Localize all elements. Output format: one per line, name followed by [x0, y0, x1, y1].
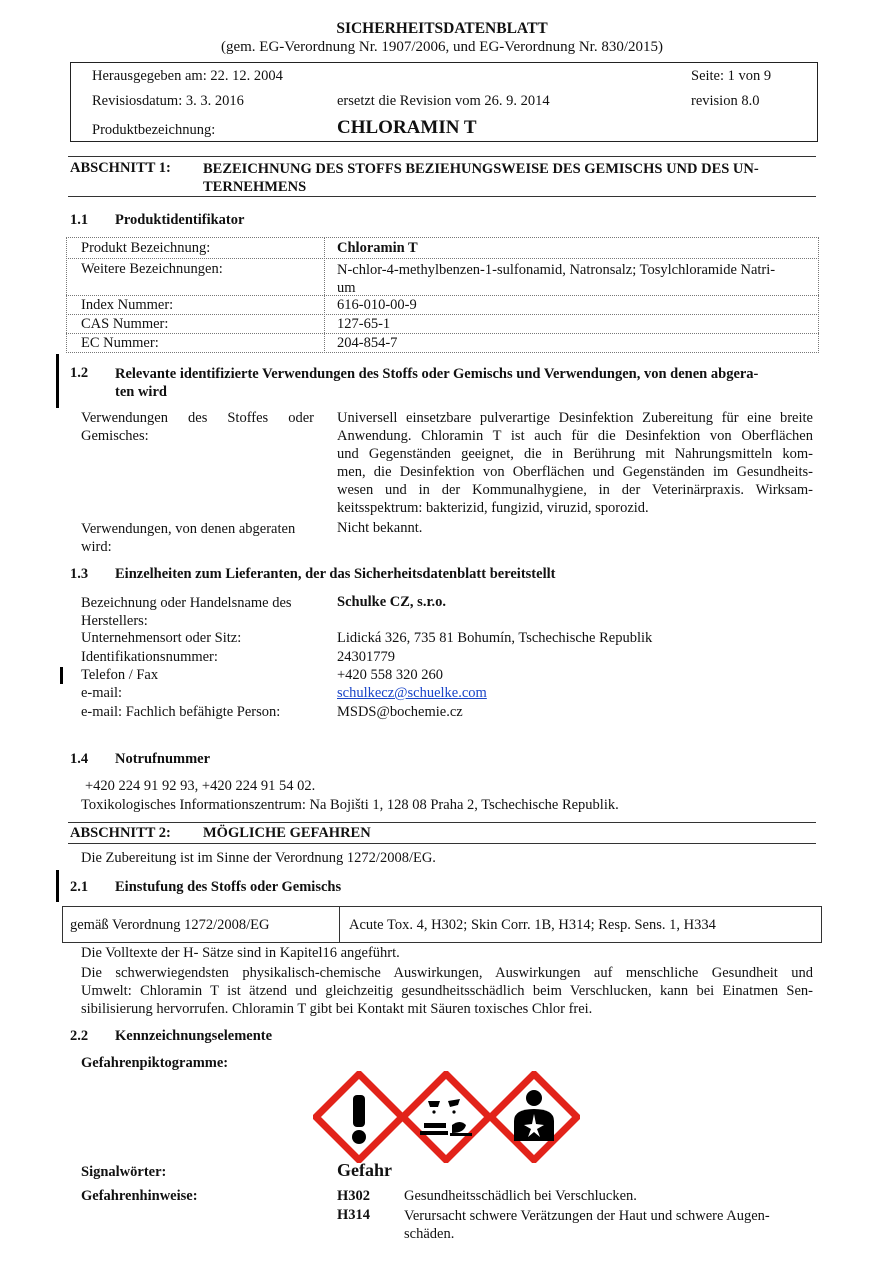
s12-title: [115, 365, 825, 401]
uses-line: wesen und in der Kommunalhygiene, in der Veterinärpraxis. Wirksam-: [337, 482, 813, 498]
table-cell-value: [337, 261, 815, 297]
change-marker: [56, 354, 59, 408]
hazard-statements-label: Gefahrenhinweise:: [81, 1188, 198, 1204]
effects-line: Die schwerwiegendsten physikalisch-chemische Auswirkungen, Auswirkungen auf menschliche Gesundheit und: [81, 965, 813, 981]
section1-bottom-rule: [68, 196, 816, 197]
document-title: SICHERHEITSDATENBLATT: [336, 20, 548, 37]
table-cell-label: Index Nummer:: [81, 297, 174, 313]
h314-text: [404, 1207, 814, 1243]
manufacturer-value: Schulke CZ, s.r.o.: [337, 594, 447, 610]
manufacturer-label-line2: Herstellers:: [81, 613, 148, 629]
identifier-row-sep: [66, 258, 819, 259]
uses-line: und Gegenständen geeignet, die in Berührung mit Nahrungsmitteln kom-: [337, 446, 813, 462]
h-statement-note: Die Volltexte der H- Sätze sind in Kapitel16 angeführt.: [81, 945, 400, 961]
uses-line: Anwendung. Chloramin T ist auch für die Desinfektion von Oberflächen: [337, 428, 813, 444]
product-name: CHLORAMIN T: [337, 117, 477, 138]
effects-paragraph: [81, 964, 813, 1018]
phone-label: Telefon / Fax: [81, 667, 159, 683]
replaces-revision: ersetzt die Revision vom 26. 9. 2014: [337, 93, 550, 109]
uses-label-line1: Verwendungen des Stoffes oder: [81, 410, 314, 426]
section1-title-line2: TERNEHMENS: [203, 179, 307, 195]
h302-code: H302: [337, 1188, 371, 1204]
exclamation-mark-pictogram-icon: [313, 1071, 405, 1163]
email2-value: MSDS@bochemie.cz: [337, 704, 463, 720]
section2-bottom-rule: [68, 843, 816, 844]
table-cell-label: CAS Nummer:: [81, 316, 169, 332]
table-cell-value: 616-010-00-9: [337, 297, 417, 313]
classification-divider: [339, 906, 340, 943]
advised-against-value: Nicht bekannt.: [337, 520, 423, 536]
email2-label: e-mail: Fachlich befähigte Person:: [81, 704, 281, 720]
section1-title-line1: BEZEICHNUNG DES STOFFS BEZIEHUNGSWEISE DES GEMISCHS UND DES UN-: [203, 161, 759, 177]
s22-number: 2.2: [70, 1028, 89, 1044]
signal-word-label: Signalwörter:: [81, 1164, 167, 1180]
table-cell-value: 204-854-7: [337, 335, 398, 351]
s22-title: Kennzeichnungselemente: [115, 1028, 273, 1044]
revision-number: revision 8.0: [691, 93, 760, 109]
h314-text-line1: Verursacht schwere Verätzungen der Haut und schwere Augen-: [404, 1208, 770, 1224]
s11-number: 1.1: [70, 212, 89, 228]
revision-date: Revisiosdatum: 3. 3. 2016: [92, 93, 244, 109]
advised-label-line1: Verwendungen, von denen abgeraten: [81, 521, 296, 537]
manufacturer-label-line1: Bezeichnung oder Handelsname des: [81, 595, 292, 611]
corrosion-pictogram-icon: [400, 1071, 492, 1163]
table-cell-value: Chloramin T: [337, 240, 418, 256]
s21-number: 2.1: [70, 879, 89, 895]
section1-top-rule: [68, 156, 816, 157]
uses-label: [81, 409, 314, 445]
tox-center: Toxikologisches Informationszentrum: Na Bojišti 1, 128 08 Praha 2, Tschechische Republik.: [81, 797, 619, 813]
product-label: Produktbezeichnung:: [92, 122, 216, 138]
email-link[interactable]: schulkecz@schuelke.com: [337, 685, 487, 701]
site-label: Unternehmensort oder Sitz:: [81, 630, 242, 646]
pictograms-label: Gefahrenpiktogramme:: [81, 1055, 229, 1071]
page-number: Seite: 1 von 9: [691, 68, 772, 84]
manufacturer-label: [81, 594, 331, 630]
section1-title: [203, 160, 823, 196]
health-hazard-pictogram-icon: [488, 1071, 580, 1163]
table-cell-value-line: um: [337, 280, 356, 296]
effects-line: Umwelt: Chloramin T ist ätzend und gleichzeitig gesundheitsschädlich beim Verschlucken, kann bei Einatmen Sen-: [81, 983, 813, 999]
site-value: Lidická 326, 735 81 Bohumín, Tschechische Republik: [337, 630, 653, 646]
table-cell-value-line: N-chlor-4-methylbenzen-1-sulfonamid, Natronsalz; Tosylchloramide Natri-: [337, 262, 776, 278]
identifier-row-sep: [66, 333, 819, 334]
s14-title: Notrufnummer: [115, 751, 211, 767]
effects-line: sibilisierung hervorrufen. Chloramin T gibt bei Kontakt mit Säuren toxisches Chlor frei.: [81, 1001, 593, 1017]
change-marker: [56, 870, 59, 902]
classification-classes: Acute Tox. 4, H302; Skin Corr. 1B, H314; Resp. Sens. 1, H334: [349, 917, 716, 933]
s14-number: 1.4: [70, 751, 89, 767]
uses-line: men, die Desinfektion von Oberflächen und Gegenständen im Gesundheits-: [337, 464, 813, 480]
advised-label-line2: wird:: [81, 539, 112, 555]
section2-intro: Die Zubereitung ist im Sinne der Verordnung 1272/2008/EG.: [81, 850, 436, 866]
uses-label-line2: Gemisches:: [81, 428, 149, 444]
section2-number: ABSCHNITT 2:: [70, 825, 171, 841]
h314-code: H314: [337, 1207, 371, 1223]
phone-value: +420 558 320 260: [337, 667, 444, 683]
s12-number: 1.2: [70, 365, 89, 381]
s11-title: Produktidentifikator: [115, 212, 245, 228]
uses-line: keitsspektrum: bakterizid, fungizid, viruzid, sporozid.: [337, 500, 649, 516]
s13-title: Einzelheiten zum Lieferanten, der das Sicherheitsdatenblatt bereitstellt: [115, 566, 556, 582]
s12-title-line1: Relevante identifizierte Verwendungen des Stoffs oder Gemischs und Verwendungen, von denen abgera-: [115, 366, 759, 382]
signal-word-value: Gefahr: [337, 1160, 392, 1180]
table-cell-label: Produkt Bezeichnung:: [81, 240, 211, 256]
advised-against-label: [81, 520, 321, 556]
h314-text-line2: schäden.: [404, 1226, 455, 1242]
email-label: e-mail:: [81, 685, 123, 701]
identifier-row-sep: [66, 314, 819, 315]
uses-value: [337, 409, 813, 517]
section2-top-rule: [68, 822, 816, 823]
table-cell-label: EC Nummer:: [81, 335, 159, 351]
emergency-phones: +420 224 91 92 93, +420 224 91 54 02.: [85, 778, 316, 794]
table-cell-value: 127-65-1: [337, 316, 391, 332]
issued-date: Herausgegeben am: 22. 12. 2004: [92, 68, 283, 84]
section2-title: MÖGLICHE GEFAHREN: [203, 825, 371, 841]
document-subtitle: (gem. EG-Verordnung Nr. 1907/2006, und EG-Verordnung Nr. 830/2015): [220, 39, 664, 55]
s21-title: Einstufung des Stoffs oder Gemischs: [115, 879, 342, 895]
section1-number: ABSCHNITT 1:: [70, 160, 171, 176]
id-label: Identifikationsnummer:: [81, 649, 218, 665]
table-cell-label: Weitere Bezeichnungen:: [81, 261, 223, 277]
id-value: 24301779: [337, 649, 395, 665]
uses-line: Universell einsetzbare pulverartige Desinfektion Zubereitung für eine breite: [337, 410, 813, 426]
classification-regulation: gemäß Verordnung 1272/2008/EG: [70, 917, 270, 933]
h302-text: Gesundheitsschädlich bei Verschlucken.: [404, 1188, 637, 1204]
s13-number: 1.3: [70, 566, 89, 582]
change-marker: [60, 667, 63, 684]
s12-title-line2: ten wird: [115, 384, 167, 400]
